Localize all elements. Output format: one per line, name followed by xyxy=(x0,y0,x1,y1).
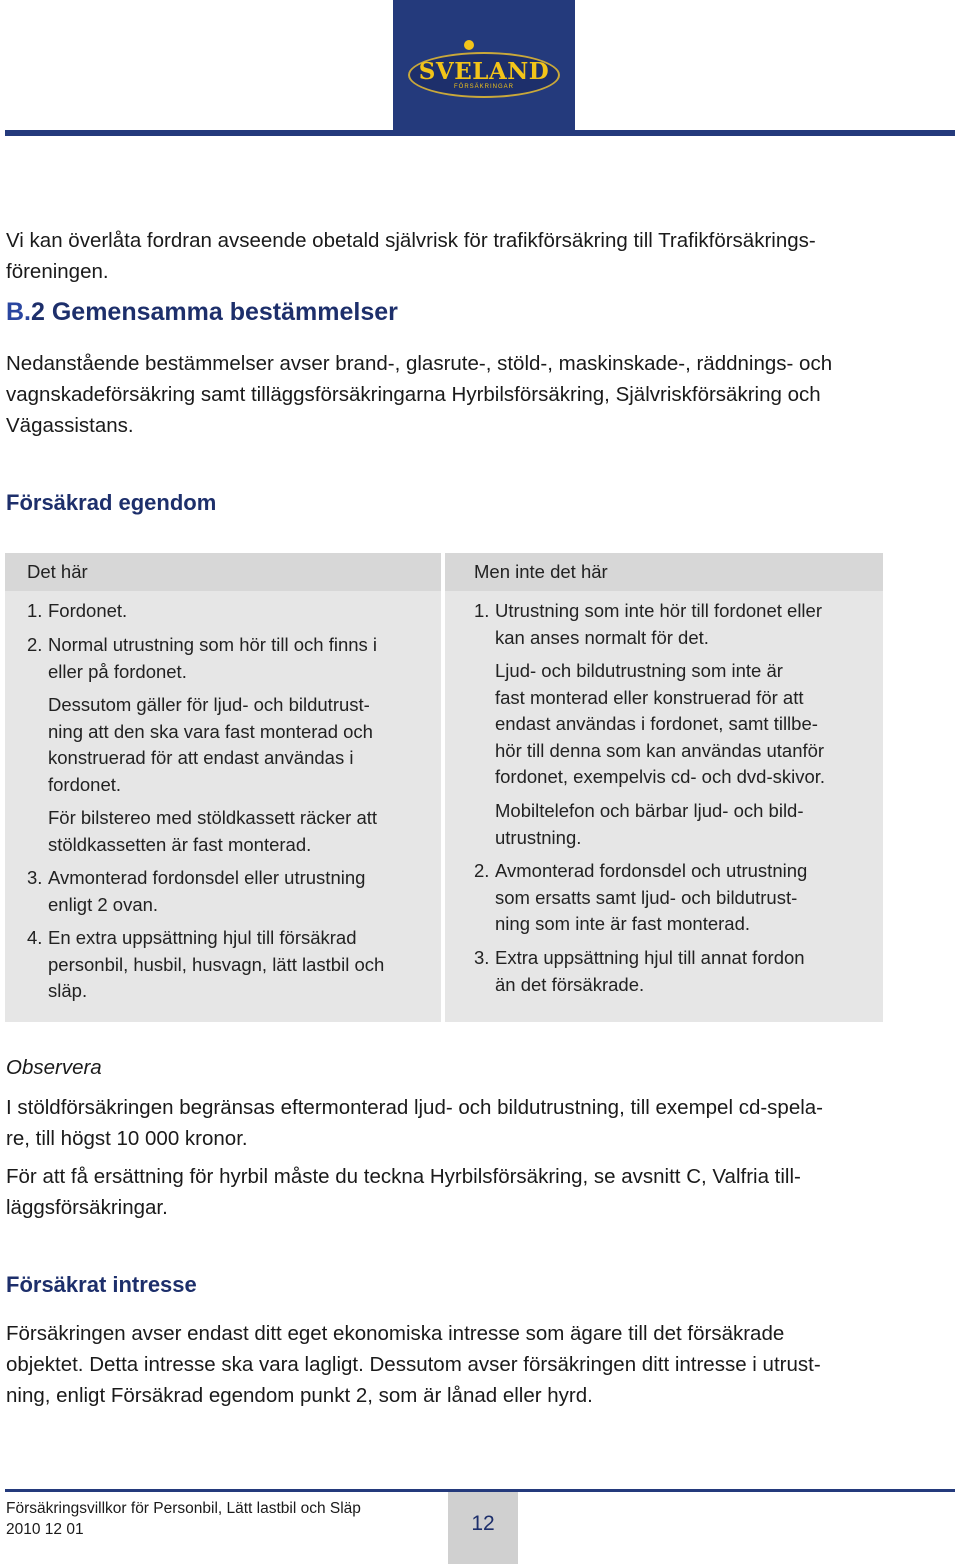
section-heading xyxy=(6,298,398,327)
observe-paragraph-2: För att få ersättning för hyrbil måste du teckna Hyrbilsförsäkring, se avsnitt C, Valfria till- läggsförsäkringar. xyxy=(6,1165,801,1219)
page-number: 12 xyxy=(448,1492,518,1564)
logo-emblem xyxy=(408,52,560,98)
section-line: vagnskadeförsäkring samt tilläggsförsäkringarna Hyrbilsförsäkring, Självriskförsäkring och xyxy=(6,383,821,406)
section-paragraph xyxy=(6,348,956,441)
intro-paragraph xyxy=(6,225,956,287)
observe-paragraph-1: I stöldförsäkringen begränsas eftermonterad ljud- och bildutrustning, till exempel cd-spela- re, till högst 10 000 kronor. xyxy=(6,1096,824,1150)
excluded-column xyxy=(445,553,883,1022)
covered-column xyxy=(5,553,441,1022)
intro-line: Vi kan överlåta fordran avseende obetald självrisk för trafikförsäkring till Trafikförsäkrings- xyxy=(6,229,816,252)
intro-line: föreningen. xyxy=(6,260,109,283)
excluded-column-header: Men inte det här xyxy=(445,553,883,591)
interest-paragraph: Försäkringen avser endast ditt eget ekonomiska intresse som ägare till det försäkrade objektet. Detta intresse ska vara lagligt. Dessutom avser försäkringen ditt intresse i utrust- ning, enligt Försäkrad egendom punkt 2, som är lånad eller hyrd. xyxy=(6,1322,821,1407)
property-heading: Försäkrad egendom xyxy=(6,490,217,515)
section-line: Vägassistans. xyxy=(6,414,134,437)
observe-label: Observera xyxy=(6,1056,102,1079)
footer-title: Försäkringsvillkor för Personbil, Lätt lastbil och Släp xyxy=(6,1500,361,1517)
logo-subtitle: FÖRSÄKRINGAR xyxy=(453,84,514,90)
section-number: B. xyxy=(6,298,31,326)
excluded-list: 1. Utrustning som inte hör till fordonet eller kan anses normalt för det. Ljud- och bildutrustning som inte är fast monterad eller konstruerad för att endast användas i fordonet, samt tillbe- hör till denna som kan användas utanför fordonet, exempelvis cd- och dvd-skivor. Mobiltelefon och bärbar ljud- och bild- utrustning. 2. Avmonterad fordonsdel och utrustning som ersatts samt ljud- och bildutrust- ning som inte är fast monterad. 3. Extra uppsättning hjul till annat fordon än det försäkrade. xyxy=(474,600,826,995)
covered-column-header: Det här xyxy=(5,553,441,591)
covered-list: 1. Fordonet. 2. Normal utrustning som hör till och finns i eller på fordonet. Dessutom gäller för ljud- och bildutrust- ning att den ska vara fast monterad och konstruerad för att endast användas i fordonet. För bilstereo med stöldkassett räcker att stöldkassetten är fast monterad. 3. Avmonterad fordonsdel eller utrustning enligt 2 ovan. 4. En extra uppsättning hjul till försäkrad personbil, husbil, husvagn, lätt lastbil och släp. xyxy=(27,600,385,1001)
header-rule xyxy=(5,130,955,136)
section-title: 2 Gemensamma bestämmelser xyxy=(31,298,398,326)
interest-heading: Försäkrat intresse xyxy=(6,1272,197,1297)
section-line: Nedanstående bestämmelser avser brand-, glasrute-, stöld-, maskinskade-, räddnings- och xyxy=(6,352,833,375)
logo-sun-icon xyxy=(464,40,474,50)
footer-date: 2010 12 01 xyxy=(6,1521,84,1538)
logo-wordmark: SVELAND xyxy=(418,58,550,85)
logo xyxy=(393,0,575,130)
